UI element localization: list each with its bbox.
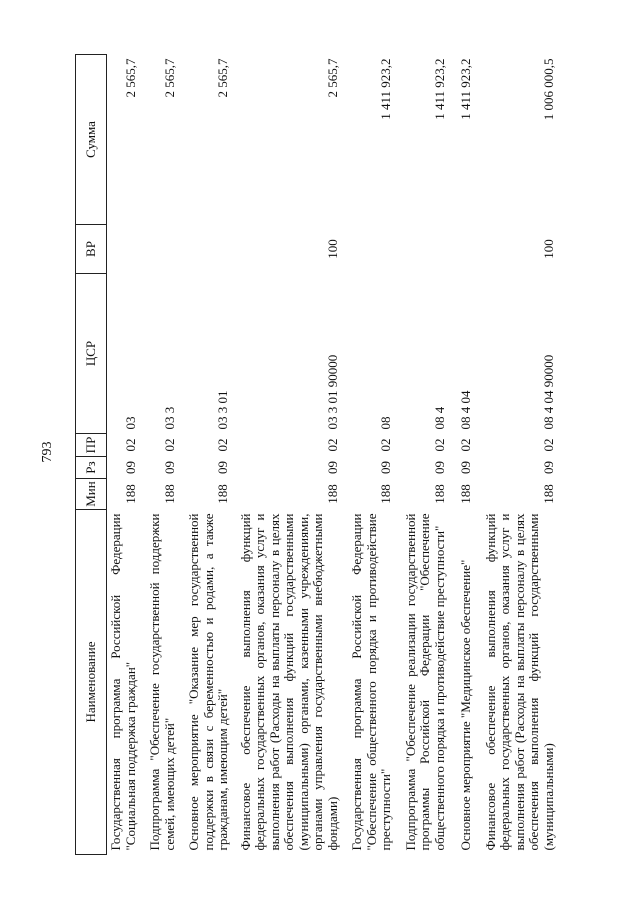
- table-row: [457, 55, 482, 855]
- table-header-row: [76, 55, 107, 855]
- page-number: 793: [40, 441, 55, 463]
- cell-csr: 03: [122, 416, 138, 430]
- cell-pr: 02: [458, 438, 473, 452]
- cell-name: Финансовое обеспечение выполнения функций федеральных государственных органов, оказания услуг и выполнения работ (Расходы на выплаты персоналу в целях обеспечения выполнения функций государственными (муниципальными): [482, 513, 556, 851]
- cell-pr: 02: [378, 438, 393, 452]
- cell-rz: 09: [431, 461, 447, 474]
- header-pr: ПР: [76, 434, 107, 457]
- table-row: [482, 55, 557, 855]
- cell-min: 188: [431, 484, 447, 504]
- cell-sum: 2 565,7: [161, 58, 177, 98]
- table-row: [107, 55, 147, 855]
- cell-name: Государственная программа Российской Федерации "Социальная поддержка граждан": [108, 513, 138, 851]
- cell-name: Государственная программа Российской Федерации "Обеспечение общественного порядка и противодействие преступности": [349, 513, 393, 851]
- table-row: [146, 55, 185, 855]
- cell-csr: 03 3 01: [215, 390, 230, 430]
- cell-sum: 1 411 923,2: [458, 58, 473, 120]
- cell-sum: 1 411 923,2: [378, 58, 393, 120]
- cell-sum: 2 565,7: [324, 58, 340, 98]
- cell-vr: [107, 225, 147, 274]
- cell-csr: 03 3 01 90000: [324, 354, 340, 430]
- cell-rz: 09: [324, 461, 340, 474]
- cell-sum: 1 006 000,5: [540, 58, 556, 121]
- cell-rz: 09: [540, 461, 556, 474]
- cell-pr: 02: [122, 438, 138, 452]
- cell-name: Подпрограмма "Обеспечение государственной поддержки семей, имеющих детей": [147, 513, 177, 851]
- cell-rz: 09: [215, 461, 230, 474]
- table-body: [107, 55, 557, 855]
- header-sum: Сумма: [76, 55, 107, 225]
- cell-sum: 2 565,7: [122, 58, 138, 98]
- table-row: [185, 55, 237, 855]
- cell-min: 188: [161, 484, 177, 504]
- cell-rz: 09: [161, 461, 177, 474]
- header-vr: ВР: [76, 225, 107, 274]
- cell-sum: 2 565,7: [215, 58, 230, 98]
- cell-vr: [457, 225, 482, 274]
- cell-pr: 02: [540, 438, 556, 452]
- cell-name: Основное мероприятие "Оказание мер государственной поддержки в связи с беременностью и родами, а также гражданам, имеющим детей": [186, 513, 230, 851]
- cell-name: Основное мероприятие "Медицинское обеспечение": [458, 559, 473, 851]
- header-name: Наименование: [76, 510, 107, 855]
- cell-vr: [185, 225, 237, 274]
- cell-pr: 02: [324, 438, 340, 452]
- cell-vr: 100: [540, 239, 556, 259]
- cell-min: 188: [458, 484, 473, 504]
- cell-pr: 02: [431, 438, 447, 452]
- rotated-table-container: [75, 55, 605, 855]
- cell-csr: 08 4 04: [458, 390, 473, 430]
- cell-name: Финансовое обеспечение выполнения функций федеральных государственных органов, оказания услуг и выполнения работ (Расходы на выплаты персоналу в целях обеспечения выполнения функций государственными (муниципальными) органами, казенными учреждениями, органами управления государственными внебюджетными фондами): [237, 513, 340, 851]
- cell-pr: 02: [161, 438, 177, 452]
- table-row: [237, 55, 349, 855]
- cell-sum: 1 411 923,2: [431, 58, 447, 120]
- cell-min: 188: [378, 484, 393, 504]
- cell-vr: [402, 225, 458, 274]
- cell-name: Подпрограмма "Обеспечение реализации государственной программы Российской Федерации "Обеспечение общественного порядка и противодействие преступности": [402, 513, 447, 851]
- cell-pr: 02: [215, 438, 230, 452]
- header-csr: ЦСР: [76, 274, 107, 434]
- cell-min: 188: [122, 484, 138, 504]
- header-rz: Рз: [76, 457, 107, 479]
- table-row: [402, 55, 458, 855]
- cell-vr: 100: [324, 239, 340, 259]
- cell-csr: 08: [378, 416, 393, 430]
- cell-min: 188: [215, 484, 230, 504]
- cell-csr: 08 4 04 90000: [540, 354, 556, 430]
- cell-min: 188: [540, 484, 556, 504]
- cell-rz: 09: [378, 461, 393, 474]
- cell-vr: [146, 225, 185, 274]
- cell-rz: 09: [122, 461, 138, 474]
- cell-min: 188: [324, 484, 340, 504]
- cell-csr: 08 4: [431, 406, 447, 430]
- budget-table: [75, 54, 556, 855]
- cell-rz: 09: [458, 461, 473, 474]
- table-row: [348, 55, 402, 855]
- header-min: Мин: [76, 479, 107, 510]
- cell-csr: 03 3: [161, 406, 177, 430]
- cell-vr: [348, 225, 402, 274]
